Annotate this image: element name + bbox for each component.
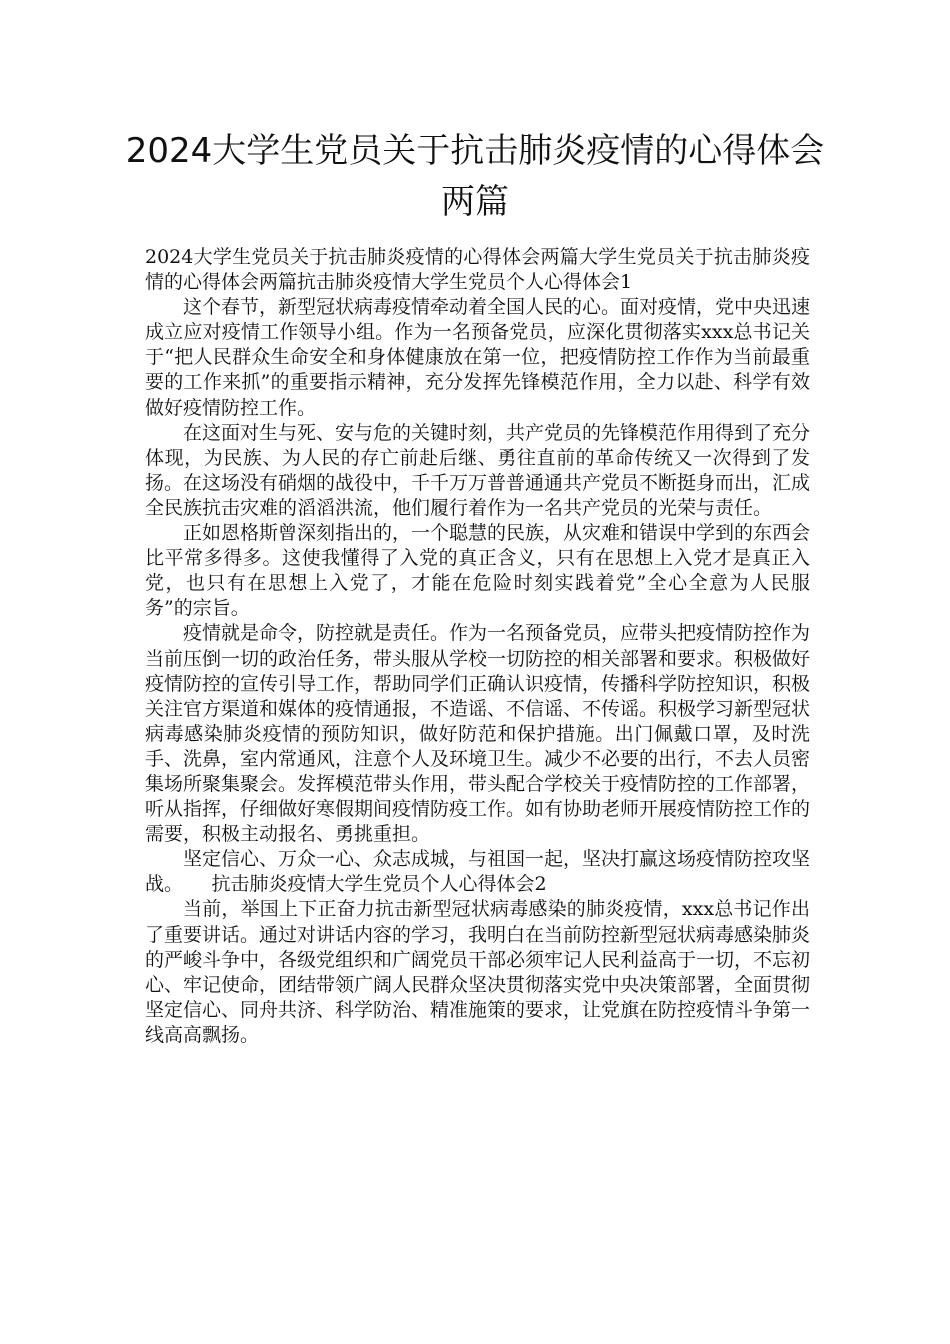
paragraph-6: 当前，举国上下正奋力抗击新型冠状病毒感染的肺炎疫情，xxx总书记作出了重要讲话。通过对讲话内容的学习，我明白在当前防控新型冠状病毒感染肺炎的严峻斗争中，各级党组织和广阔党员干部必须牢记人民利益高于一切，不忘初心、牢记使命，团结带领广阔人民群众坚决贯彻落实党中央决策部署，全面贯彻坚定信心、同舟共济、科学防治、精准施策的要求，让党旗在防控疫情斗争第一线高高飘扬。 [145, 898, 811, 1046]
paragraph-intro: 2024大学生党员关于抗击肺炎疫情的心得体会两篇大学生党员关于抗击肺炎疫情的心得体会两篇抗击肺炎疫情大学生党员个人心得体会1 [145, 246, 810, 294]
paragraph-2: 在这面对生与死、安与危的关键时刻，共产党员的先锋模范作用得到了充分体现，为民族、为人民的存亡前赴后继、勇往直前的革命传统又一次得到了发扬。在这场没有硝烟的战役中，千千万万普普通通共产党员不断挺身而出，汇成全民族抗击灾难的滔滔洪流，他们履行着作为一名共产党员的光荣与责任。 [145, 421, 811, 519]
paragraph-5: 坚定信心、万众一心、众志成城，与祖国一起，坚决打赢这场疫情防控攻坚战。 抗击肺炎疫情大学生党员个人心得体会2 [145, 848, 811, 896]
paragraph-3: 正如恩格斯曾深刻指出的，一个聪慧的民族，从灾难和错误中学到的东西会比平常多得多。这使我懂得了入党的真正含义，只有在思想上入党才是真正入党，也只有在思想上入党了，才能在危险时刻实践着党”全心全意为人民服务”的宗旨。 [145, 522, 811, 620]
document-title: 2024大学生党员关于抗击肺炎疫情的心得体会两篇 [125, 131, 825, 222]
paragraph-4: 疫情就是命令，防控就是责任。作为一名预备党员，应带头把疫情防控作为当前压倒一切的政治任务，带头服从学校一切防控的相关部署和要求。积极做好疫情防控的宣传引导工作，帮助同学们正确认识疫情，传播科学防控知识，积极关注官方渠道和媒体的疫情通报，不造谣、不信谣、不传谣。积极学习新型冠状病毒感染肺炎疫情的预防知识，做好防范和保护措施。出门佩戴口罩，及时洗手、洗鼻，室内常通风，注意个人及环境卫生。减少不必要的出行，不去人员密集场所聚集聚会。发挥模范带头作用，带头配合学校关于疫情防控的工作部署，听从指挥，仔细做好寒假期间疫情防疫工作。如有协助老师开展疫情防控工作的需要，积极主动报名、勇挑重担。 [145, 622, 811, 846]
document-body [145, 245, 810, 1048]
paragraph-1: 这个春节，新型冠状病毒疫情牵动着全国人民的心。面对疫情，党中央迅速成立应对疫情工作领导小组。作为一名预备党员，应深化贯彻落实xxx总书记关于“把人民群众生命安全和身体健康放在第一位，把疫情防控工作作为当前最重要的工作来抓”的重要指示精神，充分发挥先锋模范作用，全力以赴、科学有效做好疫情防控工作。 [145, 296, 811, 419]
